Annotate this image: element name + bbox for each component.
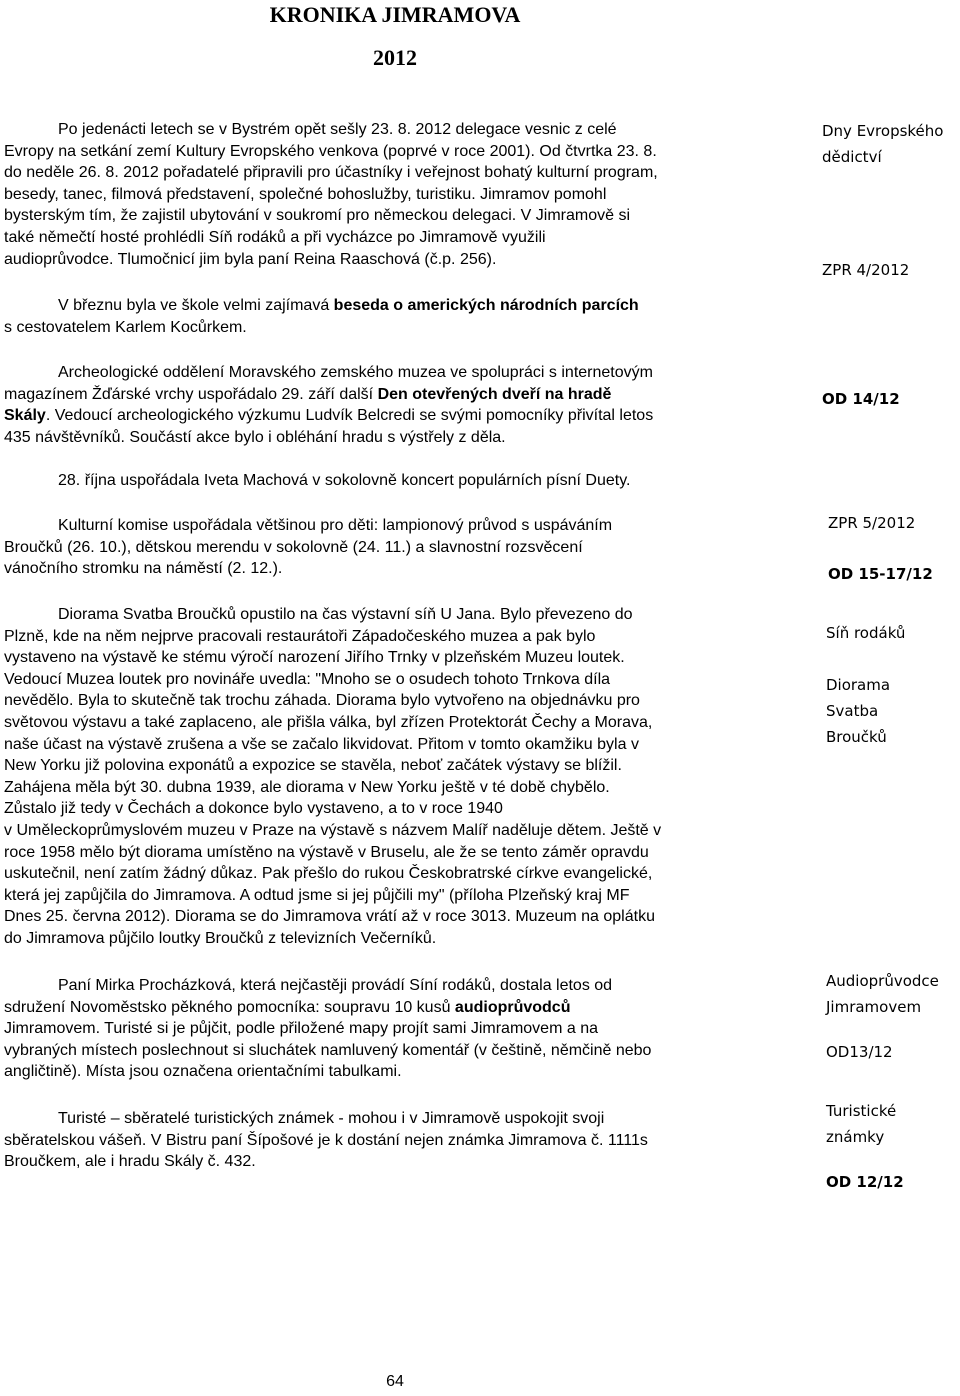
paragraph-audioguides: Paní Mirka Procházková, která nejčastěji provádí Síní rodáků, dostala letos od sdružení Novoměstsko pěkného pomocníka: soupravu 10 kusů audioprůvodců Jimramovem. Turisté si je půjčit, podle přiložené mapy projít sami Jimramovem a na vybraných místech poslechnout si sluchátek namluvený komentář (v češtině, němčině nebo angličtině). Místa jsou označena orientačními tabulkami. (4, 977, 652, 1081)
margin-note-od-14: OD 14/12 (822, 390, 900, 408)
paragraph-open-castle-day: Archeologické oddělení Moravského zemského muzea ve spolupráci s internetovým magazínem Žďárské vrchy uspořádalo 29. září další Den otevřených dveří na hradě Skály. Vedoucí archeologického výzkumu Ludvík Belcredi se svými pomocníky přivítal letos 435 návštěvníků. Součástí akce bylo i obléhání hradu s výstřely z děla. (4, 364, 654, 446)
paragraph-diorama: Diorama Svatba Broučků opustilo na čas výstavní síň U Jana. Bylo převezeno do Plzně, kde na něm nejprve pracovali restaurátoři Západočeského muzea a pak bylo vystaveno na výstavě ke stému výročí narození Jiřího Trnky v plzeňském Muzeu loutek. Vedoucí Muzea loutek pro novináře uvedla: "Mnoho se o osudech tohoto Trnkova díla nevědělo. Byla to skutečně tak trochu záhada. Diorama bylo vytvořeno na objednávku pro světovou výstavu a také zaplaceno, ale přišla válka, byl zřízen Protektorát Čechy a Morava, naše účast na výstavě zrušena a vše se začalo likvidovat. Přitom v tomto okamžiku byla v New Yorku již polovina exponátů a expozice se stavěla, neboť začátek výstavy se blížil. Zahájena měla být 30. dubna 1939, ale diorama v New Yorku ještě v té době chybělo. Zůstalo již tedy v Čechách a dokonce bylo vystaveno, a to v roce 1940 v Uměleckoprůmyslovém muzeu v Praze na výstavě s názvem Malíř naděluje dětem. Ještě v roce 1958 mělo být diorama umístěno na výstavě v Bruselu, ale že se tento záměr opravdu uskutečnil, není zatím žádný důkaz. Pak přešlo do rukou Českobratrské církve evangelické, která jej zapůjčila do Jimramova. A odtud jsme si jej půjčili my" (příloha Plzeňský kraj MF Dnes 25. června 2012). Diorama se do Jimramova vrátí až v roce 3013. Muzeum na oplátku do Jimramova půjčilo loutky Broučků z televizních Večerníků. (4, 606, 662, 947)
margin-note-zpr-5: ZPR 5/2012 (828, 514, 916, 532)
paragraph-culture-commission: Kulturní komise uspořádala většinou pro děti: lampionový průvod s uspáváním Broučků (26. 10.), dětskou merendu v sokolovně (24. 11.) a slavnostní rozsvěcení vánočního stromku na náměstí (2. 12.). (4, 517, 613, 578)
paragraph-tourist-stamps: Turisté – sběratelé turistických známek - mohou i v Jimramově uspokojit svoji sběratelskou vášeň. V Bistru paní Šípošové je k dostání nejen známka Jimramova č. 1111s Broučkem, ale i hradu Skály č. 432. (4, 1110, 648, 1171)
margin-note-od-15-17: OD 15-17/12 (828, 565, 933, 583)
page-year: 2012 (373, 45, 417, 70)
margin-note-zpr-4: ZPR 4/2012 (822, 261, 910, 279)
margin-note-diorama: Diorama Svatba Broučků (826, 676, 891, 746)
paragraph-concert: 28. října uspořádala Iveta Machová v sokolovně koncert populárních písní Duety. (58, 472, 631, 489)
margin-note-sin-rodaku: Síň rodáků (826, 624, 906, 642)
page-title: KRONIKA JIMRAMOVA (269, 2, 521, 27)
margin-note-heritage-days: Dny Evropského dědictví (822, 122, 944, 166)
margin-note-od13: OD13/12 (826, 1043, 893, 1061)
margin-note-od-12: OD 12/12 (826, 1173, 904, 1191)
paragraph-school-lecture: V březnu byla ve škole velmi zajímavá beseda o amerických národních parcích s cestovatelem Karlem Kocůrkem. (4, 297, 639, 336)
margin-note-audioguides: Audioprůvodce Jimramovem (826, 972, 939, 1016)
paragraph-village-meeting: Po jedenácti letech se v Bystrém opět sešly 23. 8. 2012 delegace vesnic z celé Evropy na setkání zemí Kultury Evropského venkova (poprvé v roce 2001). Od čtvrtka 23. 8. do neděle 26. 8. 2012 pořadatelé připravili pro účastníky i veřejnost bohatý kulturní program, besedy, tanec, filmová představení, společné bohoslužby, turistiku. Jimramov pomohl bysterským tím, že zajistil ubytování v soukromí pro německou delegaci. V Jimramově si také němečtí hosté prohlédli Síň rodáků a při vycházce po Jimramově využili audioprůvodce. Tlumočnicí jim byla paní Reina Raaschová (č.p. 256). (4, 121, 658, 268)
margin-note-tourist-stamps: Turistické známky (826, 1102, 897, 1146)
page-number: 64 (386, 1373, 404, 1390)
